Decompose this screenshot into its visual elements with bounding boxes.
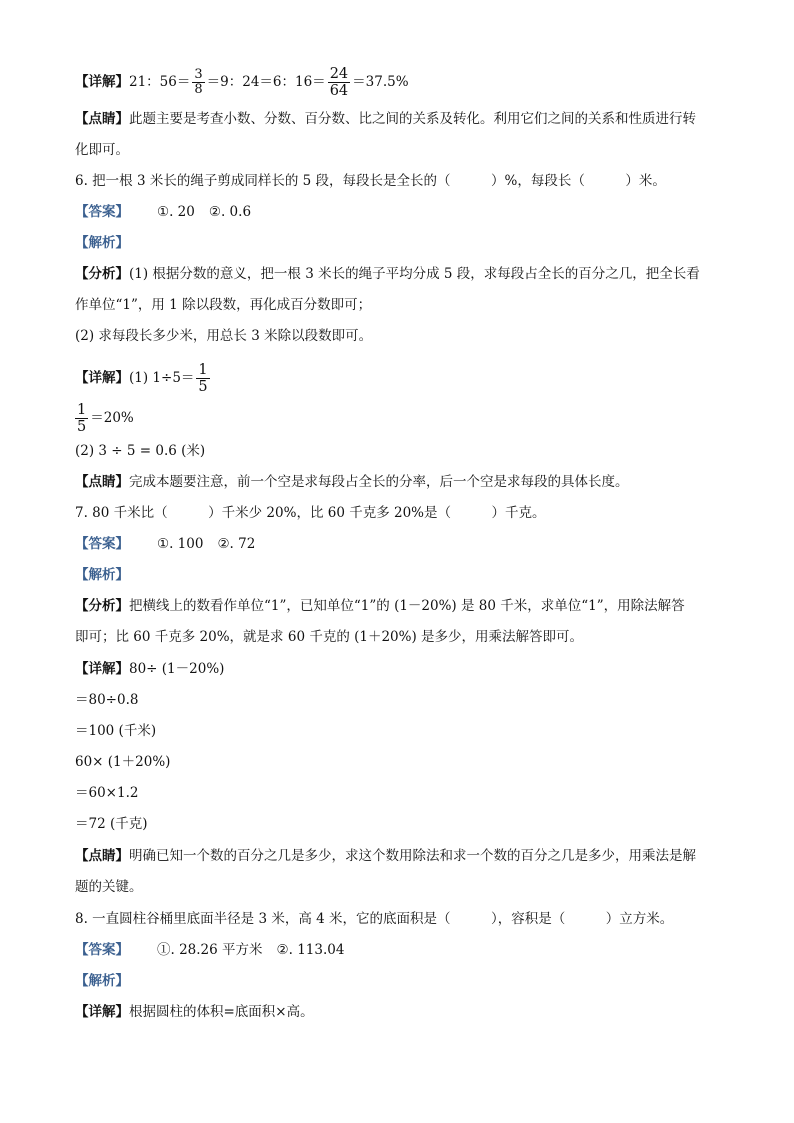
answer-option-2: ②. 113.04 [276, 942, 345, 958]
q6-answer [75, 203, 734, 221]
detail-text: 60× (1＋20%) [75, 754, 171, 770]
analysis-label: 【解析】 [75, 567, 129, 583]
detail-text: ＝100 (千米) [75, 723, 157, 739]
q6-detail-1 [75, 362, 734, 395]
fraction-denominator: 5 [77, 419, 87, 435]
q6-fenxi-1 [75, 265, 734, 283]
q8-question [75, 910, 734, 928]
q6-question [75, 172, 734, 190]
q7-fenxi-1 [75, 597, 734, 615]
fraction-numerator: 1 [77, 402, 87, 418]
note-tag: 【点睛】 [75, 848, 129, 864]
q7-note-2 [75, 878, 734, 896]
analysis-label: 【解析】 [75, 235, 129, 251]
detail-text: ＝20% [90, 410, 134, 426]
p1-detail-line [75, 66, 734, 99]
p2-note-line-2 [75, 141, 734, 159]
q8-analysis-label [75, 972, 734, 990]
p2-note-line-1 [75, 110, 734, 128]
detail-text-2: ＝9：24＝6：16＝ [206, 74, 326, 90]
fraction-1-5 [196, 362, 209, 395]
q7-note-1 [75, 847, 734, 865]
note-text: 明确已知一个数的百分之几是多少，求这个数用除法和求一个数的百分之几是多少，用乘法是解 [129, 848, 696, 864]
fenxi-tag: 【分析】 [75, 598, 129, 614]
answer-option-2: ②. 72 [217, 536, 256, 552]
fraction-denominator: 64 [329, 83, 349, 99]
q8-detail-1 [75, 1003, 734, 1021]
q8-answer [75, 941, 734, 959]
fenxi-tag: 【分析】 [75, 266, 129, 282]
fraction-denominator: 5 [198, 379, 208, 395]
q6-detail-3 [75, 442, 734, 460]
fenxi-text: 即可；比 60 千克多 20%，就是求 60 千克的 (1＋20%) 是多少，用乘法解答即可。 [75, 629, 584, 645]
answer-option-2: ②. 0.6 [208, 204, 252, 220]
question-text: 8. 一直圆柱谷桶里底面半径是 3 米，高 4 米，它的底面积是（ ），容积是（ ）立方米。 [75, 911, 674, 927]
fraction-numerator: 3 [194, 67, 203, 82]
note-text: 完成本题要注意，前一个空是求每段占全长的分率，后一个空是求每段的具体长度。 [129, 474, 629, 490]
detail-tag: 【详解】 [75, 370, 129, 386]
detail-text: ＝72 (千克) [75, 816, 148, 832]
q7-fenxi-2 [75, 628, 734, 646]
question-text: 6. 把一根 3 米长的绳子剪成同样长的 5 段，每段长是全长的（ ）%，每段长（ ）米。 [75, 173, 666, 189]
detail-tag: 【详解】 [75, 1004, 129, 1020]
detail-text-3: ＝37.5% [352, 74, 409, 90]
fenxi-text: (1) 根据分数的意义，把一根 3 米长的绳子平均分成 5 段，求每段占全长的百分之几，把全长看 [129, 266, 700, 282]
detail-tag: 【详解】 [75, 661, 129, 677]
q7-detail-1 [75, 660, 734, 678]
fraction-denominator: 8 [194, 82, 203, 97]
answer-option-1: ①. 28.26 平方米 [157, 942, 263, 958]
note-tag: 【点睛】 [75, 474, 129, 490]
detail-tag: 【详解】 [75, 74, 129, 90]
fraction-3-8 [192, 68, 204, 97]
detail-text: 根据圆柱的体积=底面积×高。 [129, 1004, 314, 1020]
answer-option-1: ①. 100 [157, 536, 204, 552]
fraction-numerator: 24 [329, 66, 349, 82]
analysis-label: 【解析】 [75, 973, 129, 989]
note-text: 题的关键。 [75, 879, 143, 895]
q7-detail-2 [75, 691, 734, 709]
answer-label: 【答案】 [75, 204, 129, 220]
note-text: 此题主要是考查小数、分数、百分数、比之间的关系及转化。利用它们之间的关系和性质进行转 [129, 111, 696, 127]
q6-analysis-label [75, 234, 734, 252]
answer-label: 【答案】 [75, 942, 129, 958]
detail-text: 80÷ (1－20%) [129, 661, 225, 677]
answer-option-1: ①. 20 [157, 204, 195, 220]
q7-detail-6 [75, 815, 734, 833]
detail-text: ＝60×1.2 [75, 785, 139, 801]
q6-detail-2 [75, 402, 734, 435]
q6-fenxi-3 [75, 327, 734, 345]
q6-fenxi-2 [75, 296, 734, 314]
q6-note [75, 473, 734, 491]
fraction-numerator: 1 [198, 362, 208, 378]
fraction-1-5 [75, 402, 88, 435]
fenxi-text: (2) 求每段长多少米，用总长 3 米除以段数即可。 [75, 328, 373, 344]
detail-text: (1) 1÷5＝ [129, 370, 195, 386]
fraction-24-64 [328, 66, 350, 99]
note-text: 化即可。 [75, 142, 129, 158]
q7-question [75, 504, 734, 522]
q7-answer [75, 535, 734, 553]
q7-detail-4 [75, 753, 734, 771]
detail-text: ＝80÷0.8 [75, 692, 139, 708]
fenxi-text: 把横线上的数看作单位“1”，已知单位“1”的 (1－20%) 是 80 千米，求单位“1”，用除法解答 [129, 598, 685, 614]
answer-label: 【答案】 [75, 536, 129, 552]
detail-text-1: 21：56＝ [129, 74, 191, 90]
q7-analysis-label [75, 566, 734, 584]
fenxi-text: 作单位“1”，用 1 除以段数，再化成百分数即可； [75, 297, 372, 313]
q7-detail-3 [75, 722, 734, 740]
note-tag: 【点睛】 [75, 111, 129, 127]
question-text: 7. 80 千米比（ ）千米少 20%，比 60 千克多 20%是（ ）千克。 [75, 505, 546, 521]
detail-text: (2) 3 ÷ 5 = 0.6 (米) [75, 443, 206, 459]
q7-detail-5 [75, 784, 734, 802]
